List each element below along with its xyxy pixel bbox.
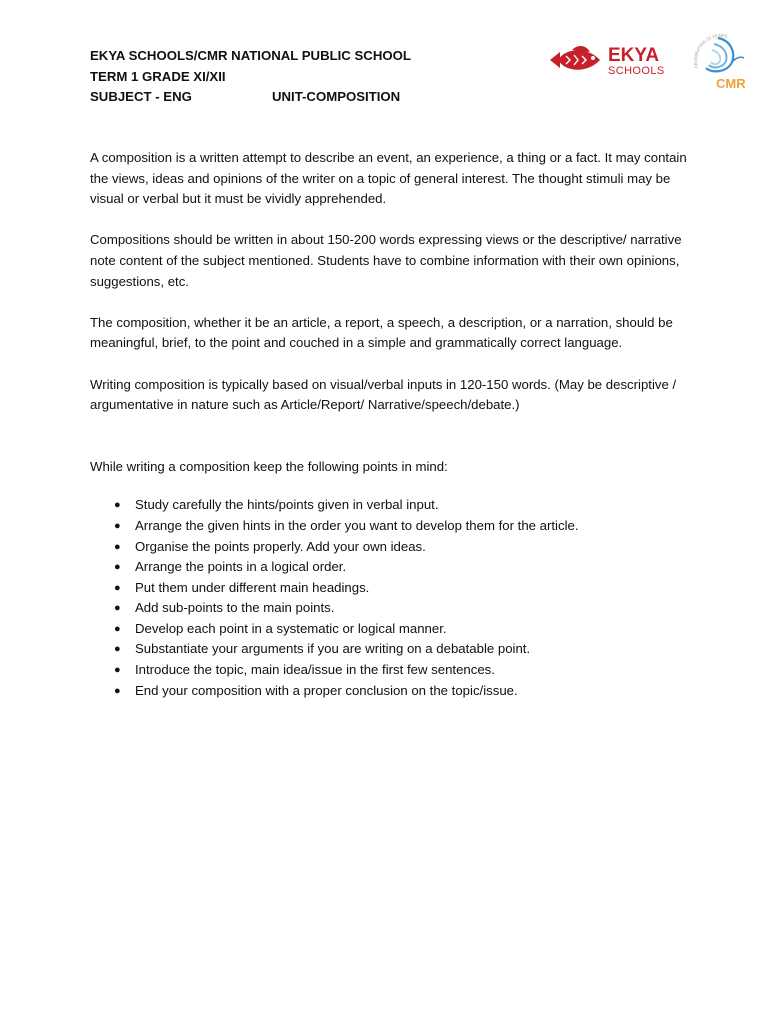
list-item xyxy=(90,557,690,578)
list-item xyxy=(90,660,690,681)
bullet-icon: ● xyxy=(114,622,121,635)
paragraph-inputs: Writing composition is typically based on visual/verbal inputs in 120-150 words. (May be descriptive / argumentative in nature such as Article/Report/ Narrative/speech/debate.) xyxy=(90,376,677,413)
ekya-schools-logo xyxy=(548,40,678,80)
list-item xyxy=(90,619,690,640)
bullet-icon: ● xyxy=(114,519,121,532)
list-item-text: Introduce the topic, main idea/issue in the first few sentences. xyxy=(135,662,495,678)
list-item xyxy=(90,537,690,558)
list-item-text: Study carefully the hints/points given in verbal input. xyxy=(135,497,439,513)
list-item-text: Arrange the points in a logical order. xyxy=(135,559,347,575)
points-list xyxy=(90,495,690,701)
list-item-text: Organise the points properly. Add your own ideas. xyxy=(135,538,426,554)
logo-group xyxy=(548,28,760,96)
list-item xyxy=(90,495,690,516)
list-item-text: Substantiate your arguments if you are writing on a debatable point. xyxy=(135,641,531,657)
list-item xyxy=(90,516,690,537)
swan-icon xyxy=(706,38,744,71)
subject-unit-line xyxy=(90,87,530,108)
paragraph-length: Compositions should be written in about 150-200 words expressing views or the descriptive/ narrative note content of the subject mentioned. Students have to combine information with their own opinions, suggestions, etc. xyxy=(90,232,682,289)
bullet-icon: ● xyxy=(114,684,121,697)
list-item xyxy=(90,578,690,599)
bullet-icon: ● xyxy=(114,581,121,594)
list-item xyxy=(90,598,690,619)
school-name: EKYA SCHOOLS/CMR NATIONAL PUBLIC SCHOOL xyxy=(90,48,411,63)
points-intro: While writing a composition keep the following points in mind: xyxy=(90,458,448,474)
list-item xyxy=(90,639,690,660)
cmr-ring-text: CELEBRATING 25 YEARS xyxy=(692,32,728,69)
document-header xyxy=(90,46,530,108)
cmr-logo xyxy=(688,28,754,94)
subject-label: SUBJECT - ENG xyxy=(90,89,192,105)
paragraph-definition: A composition is a written attempt to describe an event, an experience, a thing or a fact. It may contain the views, ideas and opinions of the writer on a topic of general interest. The thought stimuli may be visual or verbal but it must be vividly apprehended. xyxy=(90,150,687,207)
ekya-word: EKYA xyxy=(608,45,660,66)
bullet-icon: ● xyxy=(114,561,121,574)
bullet-icon: ● xyxy=(114,540,121,553)
term-grade: TERM 1 GRADE XI/XII xyxy=(90,68,226,84)
bullet-icon: ● xyxy=(114,643,121,656)
bullet-icon: ● xyxy=(114,499,121,512)
paragraph-style: The composition, whether it be an article, a report, a speech, a description, or a narration, should be meaningful, brief, to the point and couched in a simple and grammatically correct language. xyxy=(90,314,673,351)
document-body xyxy=(90,148,690,701)
fish-icon xyxy=(550,46,600,70)
list-item-text: Add sub-points to the main points. xyxy=(135,600,335,616)
bullet-icon: ● xyxy=(114,664,121,677)
list-item-text: End your composition with a proper conclusion on the topic/issue. xyxy=(135,682,518,698)
list-item xyxy=(90,681,690,702)
cmr-word: CMR xyxy=(716,76,746,91)
list-item-text: Put them under different main headings. xyxy=(135,579,370,595)
ekya-sub-word: SCHOOLS xyxy=(608,65,665,77)
list-item-text: Arrange the given hints in the order you want to develop them for the article. xyxy=(135,517,579,533)
unit-label: UNIT-COMPOSITION xyxy=(272,89,401,105)
list-item-text: Develop each point in a systematic or logical manner. xyxy=(135,620,447,636)
bullet-icon: ● xyxy=(114,602,121,615)
